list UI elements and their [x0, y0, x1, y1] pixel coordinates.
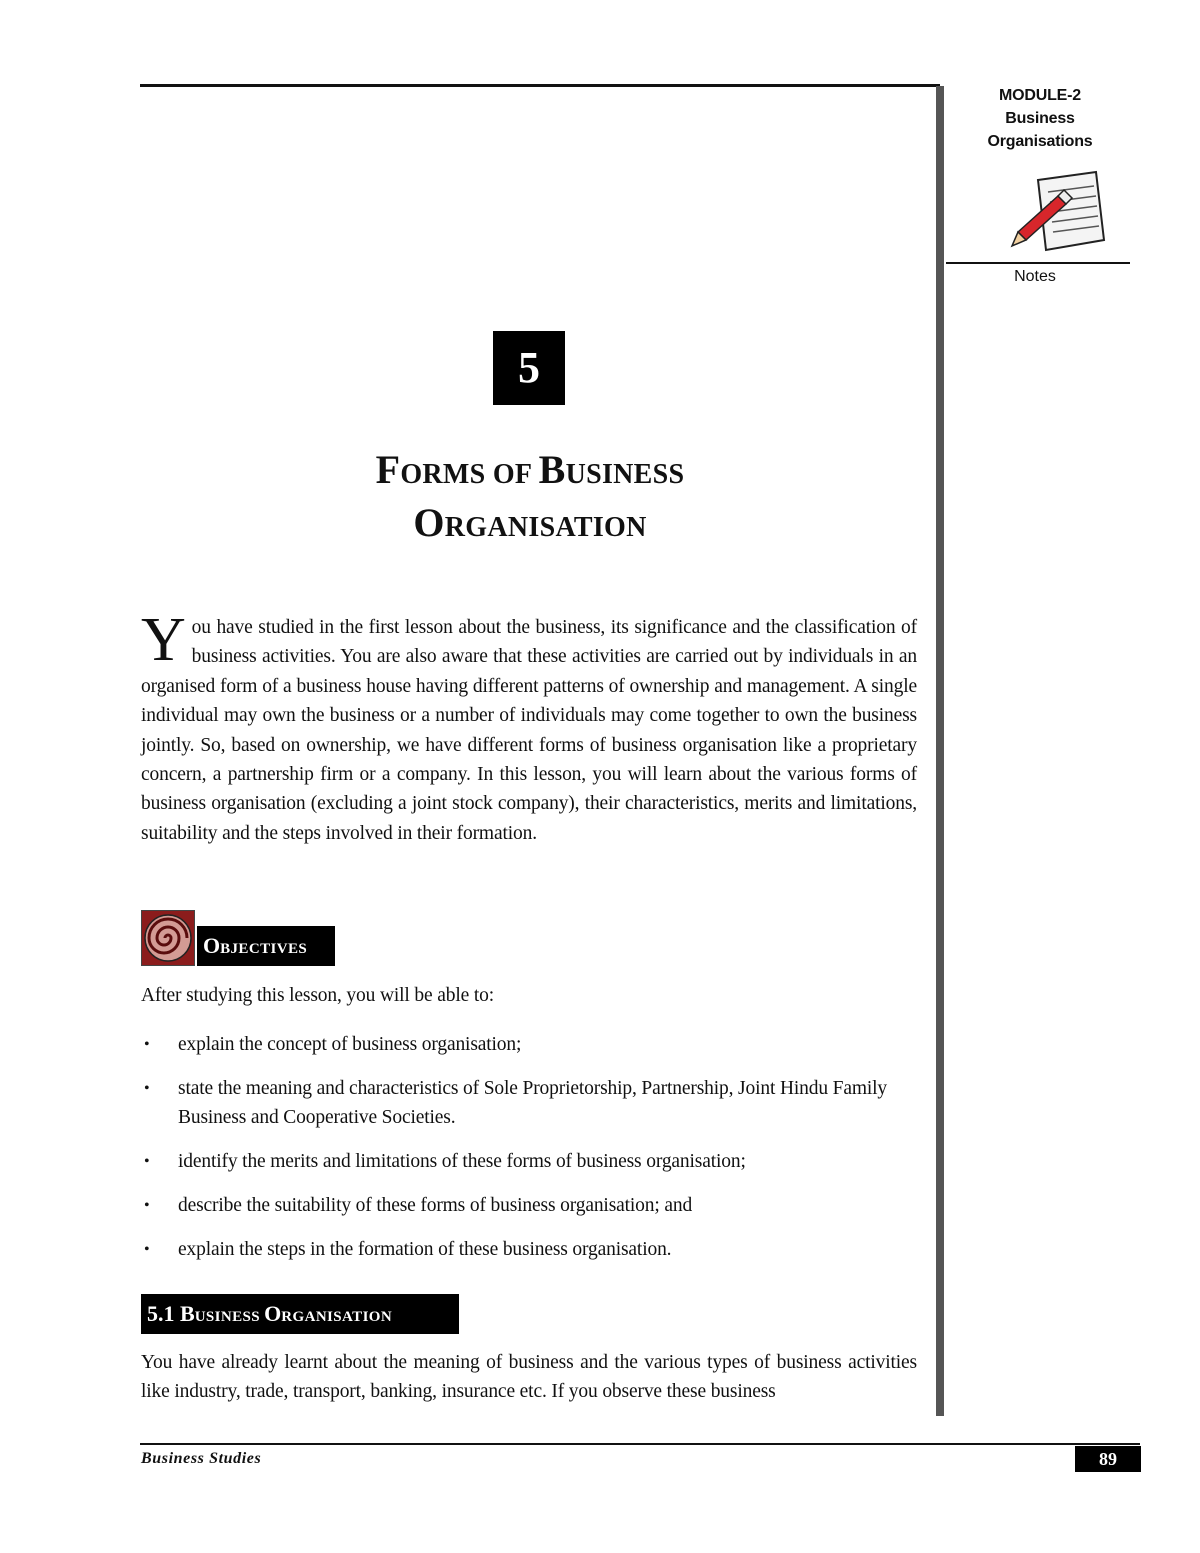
section-heading — [141, 1294, 459, 1334]
title-rest-usiness: USINESS — [565, 459, 685, 490]
section-cap-b: B — [180, 1301, 195, 1326]
list-item-text: identify the merits and limitations of these forms of business organisation; — [178, 1151, 746, 1173]
list-item-text: explain the concept of business organisation; — [178, 1034, 522, 1055]
target-spiral-icon — [141, 910, 195, 966]
section-rest-rganisation: RGANISATION — [281, 1309, 393, 1325]
list-item — [141, 1074, 917, 1133]
title-cap-o: O — [413, 500, 445, 545]
title-cap-f: F — [375, 447, 401, 492]
objectives-lead: After studying this lesson, you will be able to: — [141, 985, 494, 1006]
page-number: 89 — [1075, 1446, 1141, 1472]
list-item-text: explain the steps in the formation of these business organisation. — [178, 1239, 672, 1261]
module-sidebar — [960, 84, 1120, 153]
footer-book-title: Business Studies — [141, 1450, 262, 1467]
objectives-heading — [197, 926, 335, 966]
margin-rule — [936, 86, 944, 1416]
chapter-title-line1 — [240, 446, 820, 499]
module-subtitle-line1: Business — [1005, 110, 1075, 127]
objectives-list — [141, 1030, 917, 1279]
bullet-icon: • — [144, 1036, 150, 1053]
intro-text: ou have studied in the first lesson about the business, its significance and the classification of business activities. You are also aware that these activities are carried out by individuals in an organised form of a business house having different patterns of ownership and management. A single individual may own the business or a number of individuals may come together to own the business jointly. So, based on ownership, we have different forms of business organisation like a proprietary concern, a partnership firm or a company. In this lesson, you will learn about the various forms of business organisation (excluding a joint stock company), their characteristics, merits and limitations, suitability and the steps involved in their formation. — [141, 617, 917, 844]
header-rule — [140, 84, 940, 87]
intro-paragraph — [141, 606, 917, 848]
notes-label: Notes — [1014, 268, 1056, 285]
objectives-cap: O — [203, 933, 221, 958]
chapter-title-line2 — [240, 499, 820, 552]
bullet-icon: • — [144, 1153, 150, 1171]
objectives-rest: BJECTIVES — [220, 941, 308, 957]
list-item — [141, 1191, 917, 1220]
list-item-text: describe the suitability of these forms of business organisation; and — [178, 1195, 693, 1217]
bullet-icon: • — [144, 1197, 150, 1215]
footer-rule — [140, 1443, 1140, 1445]
notes-rule — [946, 262, 1130, 264]
bullet-icon: • — [144, 1080, 150, 1097]
section-number: 5.1 — [147, 1301, 180, 1326]
list-item — [141, 1147, 917, 1176]
chapter-number: 5 — [493, 331, 565, 405]
list-item — [141, 1030, 917, 1059]
section-rest-usiness: USINESS — [194, 1309, 265, 1325]
title-rest-orms: ORMS OF — [400, 459, 539, 490]
list-item — [141, 1235, 917, 1264]
bullet-icon: • — [144, 1241, 150, 1259]
section-paragraph: You have already learnt about the meaning of business and the various types of business activities like industry, trade, transport, banking, insurance etc. If you observe these business — [141, 1352, 917, 1403]
notes-pencil-icon — [1008, 170, 1118, 266]
list-item-text: state the meaning and characteristics of Sole Proprietorship, Partnership, Joint Hindu Family Business and Cooperative Societies. — [178, 1078, 888, 1129]
title-cap-b: B — [538, 447, 566, 492]
title-rest-rganisation: RGANISATION — [444, 512, 647, 543]
module-subtitle-line2: Organisations — [987, 133, 1093, 150]
module-label: MODULE-2 — [999, 87, 1081, 104]
drop-cap: Y — [141, 606, 186, 674]
section-cap-o: O — [264, 1301, 282, 1326]
chapter-title — [240, 446, 820, 552]
